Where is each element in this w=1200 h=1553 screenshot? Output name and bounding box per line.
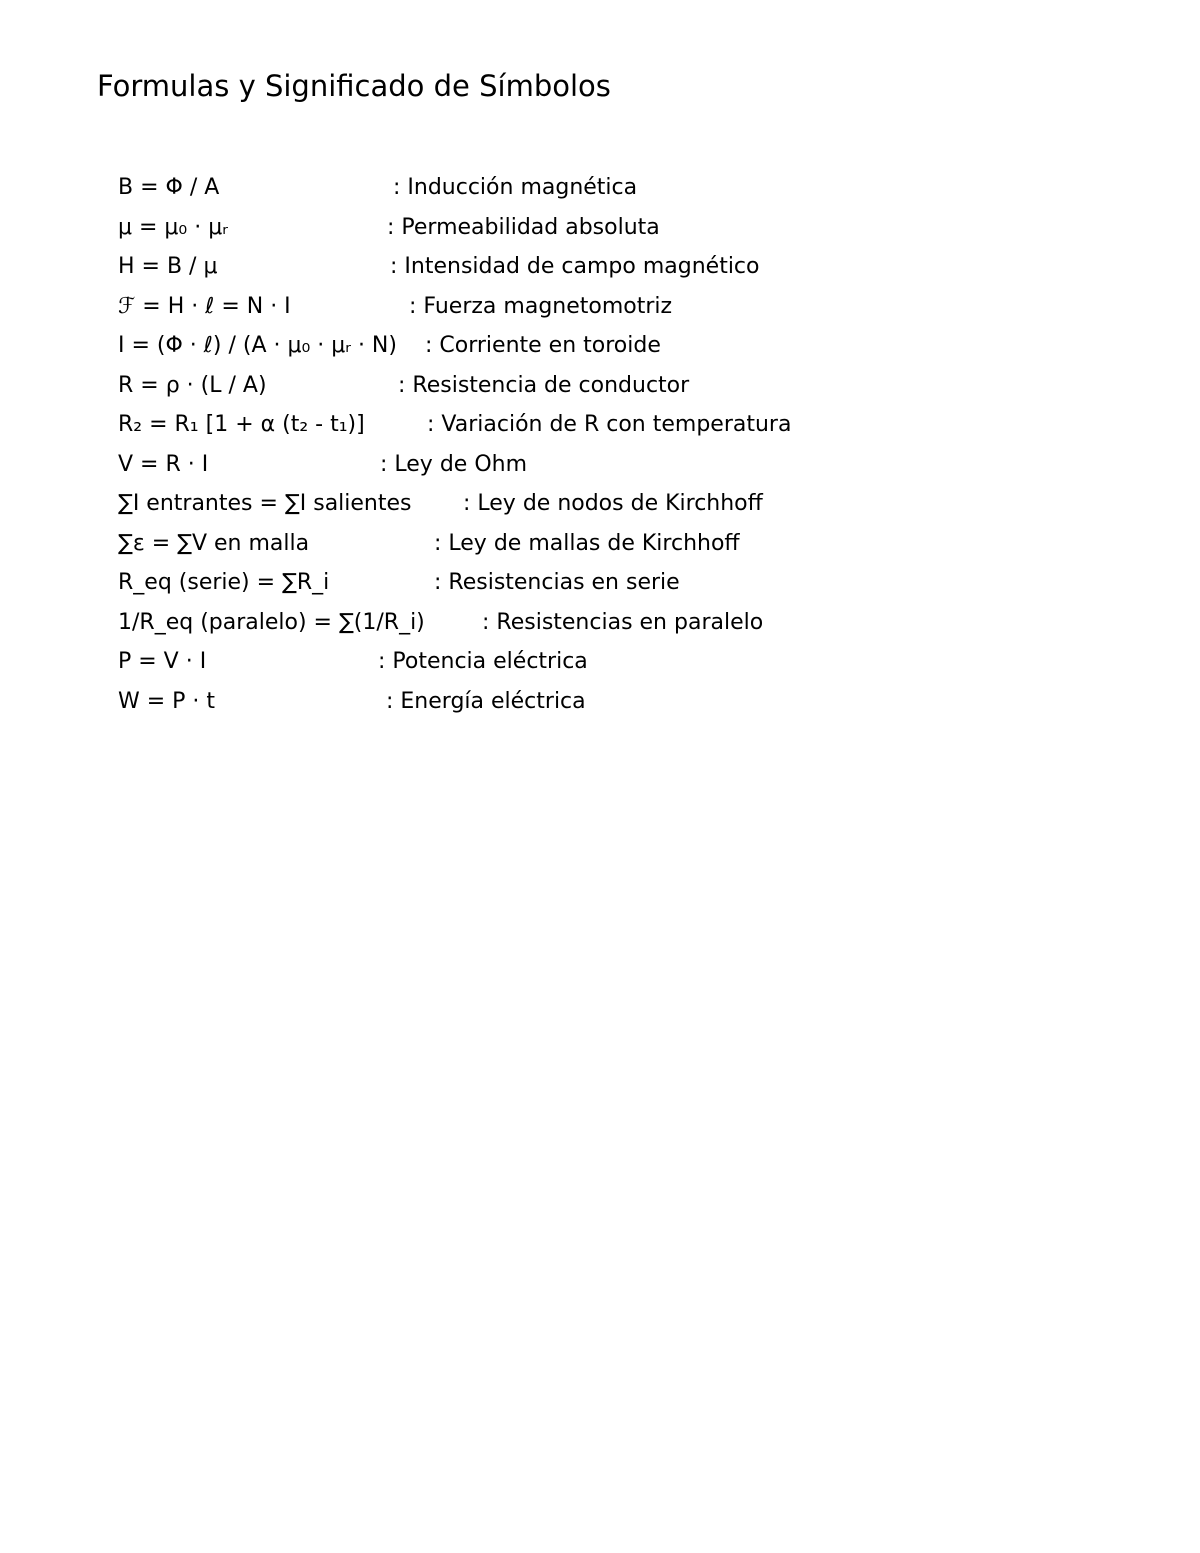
formula-meaning: : Resistencia de conductor <box>398 372 690 398</box>
formula-text: B = Φ / A <box>118 175 220 200</box>
formula-meaning: : Ley de mallas de Kirchhoff <box>434 530 740 556</box>
formula-meaning: : Intensidad de campo magnético <box>390 254 760 279</box>
formula-row <box>118 249 791 289</box>
formula-row <box>118 565 791 605</box>
formula-row <box>118 526 791 566</box>
formula-meaning: : Resistencias en paralelo <box>482 609 764 635</box>
formula-row <box>118 368 791 408</box>
formula-row <box>118 210 791 250</box>
formula-text: R_eq (serie) = ∑R_i <box>118 570 330 595</box>
formula-row <box>118 605 791 645</box>
formula-row <box>118 447 791 487</box>
formula-row <box>118 328 791 368</box>
formula-meaning: : Potencia eléctrica <box>378 649 588 674</box>
formula-meaning: : Fuerza magnetomotriz <box>409 293 673 319</box>
formula-text: I = (Φ · ℓ) / (A · μ₀ · μᵣ · N) <box>118 333 397 358</box>
formula-text: H = B / μ <box>118 254 218 279</box>
formula-meaning: : Ley de Ohm <box>380 451 528 477</box>
formula-meaning: : Variación de R con temperatura <box>427 412 792 437</box>
formula-text: μ = μ₀ · μᵣ <box>118 214 228 240</box>
formula-text: W = P · t <box>118 688 216 714</box>
formula-meaning: : Inducción magnética <box>393 175 638 200</box>
formula-text: P = V · I <box>118 649 207 674</box>
formula-text: ∑I entrantes = ∑I salientes <box>118 491 412 516</box>
formula-text: R = ρ · (L / A) <box>118 372 267 398</box>
formula-meaning: : Energía eléctrica <box>386 688 586 714</box>
formula-meaning: : Ley de nodos de Kirchhoff <box>463 491 763 516</box>
formula-text: ℱ = H · ℓ = N · I <box>118 293 291 319</box>
page-title: Formulas y Significado de Símbolos <box>97 69 611 103</box>
formula-row <box>118 486 791 526</box>
formula-meaning: : Resistencias en serie <box>434 570 680 595</box>
formula-text: V = R · I <box>118 451 209 477</box>
formula-row <box>118 170 791 210</box>
formula-row <box>118 407 791 447</box>
formula-meaning: : Permeabilidad absoluta <box>387 214 660 240</box>
formula-text: 1/R_eq (paralelo) = ∑(1/R_i) <box>118 609 425 635</box>
formula-row <box>118 289 791 329</box>
formula-meaning: : Corriente en toroide <box>425 333 661 358</box>
formula-text: ∑ε = ∑V en malla <box>118 530 310 556</box>
formula-text: R₂ = R₁ [1 + α (t₂ - t₁)] <box>118 412 365 437</box>
formula-row <box>118 644 791 684</box>
formula-row <box>118 684 791 724</box>
formula-list <box>118 170 791 723</box>
